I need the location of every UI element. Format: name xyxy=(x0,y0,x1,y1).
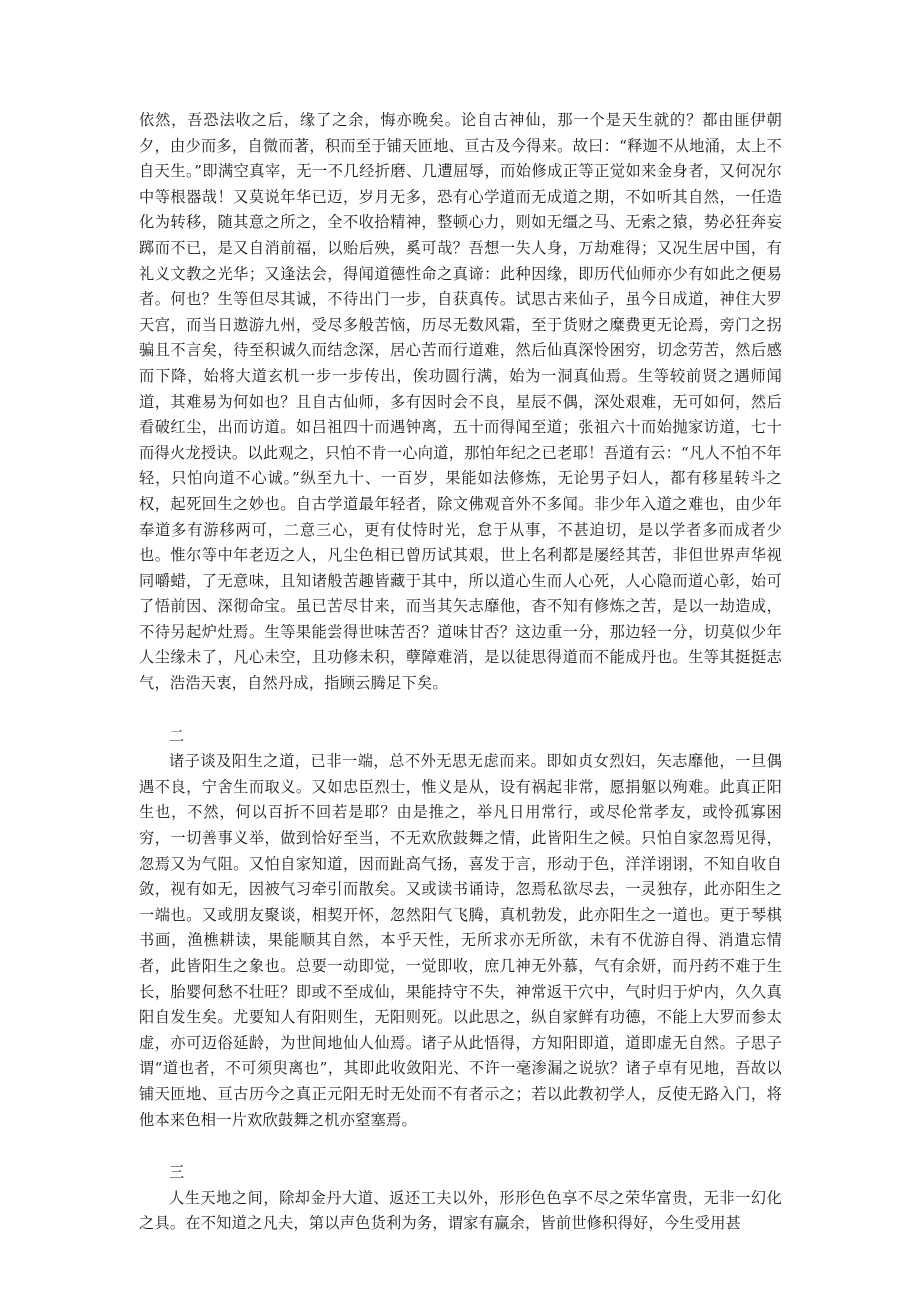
paragraph: 依然，吾恐法收之后，缘了之余，悔亦晚矣。论自古神仙，那一个是天生就的？都由匪伊朝夕，由少而多，自微而著，积而至于铺天匝地、亘古及今得来。故曰：“释迦不从地涌，太上不自天生。”即满空真宰，无一不几经折磨、几遭屈辱，而始修成正等正觉如来金身者，又何况尔中等根器哉！又莫说年华已迈，岁月无多，恐有心学道而无成道之期，不如听其自然，一任造化为转移，随其意之所之，全不收拾精神，整顿心力，则如无缰之马、无索之猿，势必狂奔妄踯而不已，是又自消前福，以贻后殃，奚可哉？吾想一失人身，万劫难得；又况生居中国，有礼义文教之光华；又逢法会，得闻道德性命之真谛：此种因缘，即历代仙师亦少有如此之便易者。何也？生等但尽其诚，不待出门一步，自获真传。试思古来仙子，虽今日成道，神住大罗天宫，而当日遨游九州，受尽多般苦恼，历尽无数风霜，至于货财之糜费更无论焉，旁门之拐骗且不言矣，待至积诚久而结念深，居心苦而行道难，然后仙真深怜困穷，切念劳苦，然后感而下降，始将大道玄机一步一步传出，俟功圆行满，始为一洞真仙焉。生等较前贤之遇师闻道，其难易为何如也？且自古仙师，多有因时会不良，星辰不偶，深处艰难，无可如何，然后看破红尘，出而访道。如吕祖四十而遇钟离，五十而得闻至道；张祖六十而始抛家访道，七十而得火龙授诀。以此观之，只怕不肯一心向道，那怕年纪之已老耶！吾道有云：“凡人不怕不年轻，只怕向道不心诚。”纵至九十、一百岁，果能如法修炼，无论男子妇人，都有移星转斗之权，起死回生之妙也。自古学道最年轻者，除文佛观音外不多闻。非少年入道之难也，由少年奉道多有游移两可，二意三心，更有仗恃时光，怠于从事，不甚迫切，是以学者多而成者少也。惟尔等中年老迈之人，凡尘色相已曾历试其艰，世上名利都是屡经其苦，非但世界声华视同嚼蜡，了无意味，且知诸般苦趣皆藏于其中，所以道心生而人心死，人心隐而道心彰，始可了悟前因、深彻命宝。虽已苦尽甘来，而当其矢志靡他，杳不知有修炼之苦，是以一劫造成，不待另起炉灶焉。生等果能尝得世味苦否？道味甘否？这边重一分，那边轻一分，切莫似少年人尘缘未了，凡心未空，且功修未积，孽障难消，是以徒思得道而不能成丹也。生等其挺挺志气，浩浩天衷，自然丹成，指顾云腾足下矣。 xyxy=(139,111,782,693)
document-body xyxy=(139,108,782,1237)
section-2 xyxy=(139,724,782,1134)
section-number: 二 xyxy=(169,726,185,745)
section-1 xyxy=(139,108,782,697)
section-3 xyxy=(139,1160,782,1237)
paragraph: 人生天地之间，除却金丹大道、返还工夫以外，形形色色享不尽之荣华富贵，无非一幻化之具。在不知道之凡夫，第以声色货利为务，谓家有赢余，皆前世修积得好，今生受用甚 xyxy=(139,1188,782,1233)
paragraph: 诸子谈及阳生之道，已非一端，总不外无思无虑而来。即如贞女烈妇，矢志靡他，一旦偶遇不良，宁舍生而取义。又如忠臣烈士，惟义是从，设有祸起非常，愿捐躯以殉难。此真正阳生也，不然，何以百折不回若是耶？由是推之，举凡日用常行，或尽伦常孝友，或怜孤寡困穷，一切善事义举，做到恰好至当，不无欢欣鼓舞之情，此皆阳生之候。只怕自家忽焉见得，忽焉又为气阻。又怕自家知道，因而趾高气扬，喜发于言，形动于色，洋洋诩诩，不知自收自敛，视有如无，因被气习牵引而散矣。又或读书诵诗，忽焉私欲尽去，一灵独存，此亦阳生之一端也。又或朋友聚谈，相契开怀，忽然阳气飞腾，真机勃发，此亦阳生之一道也。更于琴棋书画，渔樵耕读，果能顺其自然，本乎天性，无所求亦无所欲，未有不优游自得、消遣忘情者，此皆阳生之象也。总要一动即觉，一觉即收，庶几神无外慕，气有余妍，而丹药不难于生长，胎婴何愁不壮旺？即或不至成仙，果能持守不失，神常返干穴中，气时归于炉内，久久真阳自发生矣。尤要知人有阳则生，无阳则死。以此思之，纵自家鲜有功德，不能上大罗而参太虚，亦可迈俗延龄，为世间地仙人仙焉。诸子从此悟得，方知阳即道，道即虚无自然。子思子谓“道也者，不可须臾离也”，其即此收敛阳光、不许一毫渗漏之说欤？诸子卓有见地，吾故以铺天匝地、亘古历今之真正元阳无时无处而不有者示之；若以此教初学人，反使无路入门，将他本来色相一片欢欣鼓舞之机亦窒塞焉。 xyxy=(139,752,782,1129)
section-gap xyxy=(139,697,782,724)
section-number: 三 xyxy=(169,1163,185,1182)
section-gap xyxy=(139,1133,782,1160)
